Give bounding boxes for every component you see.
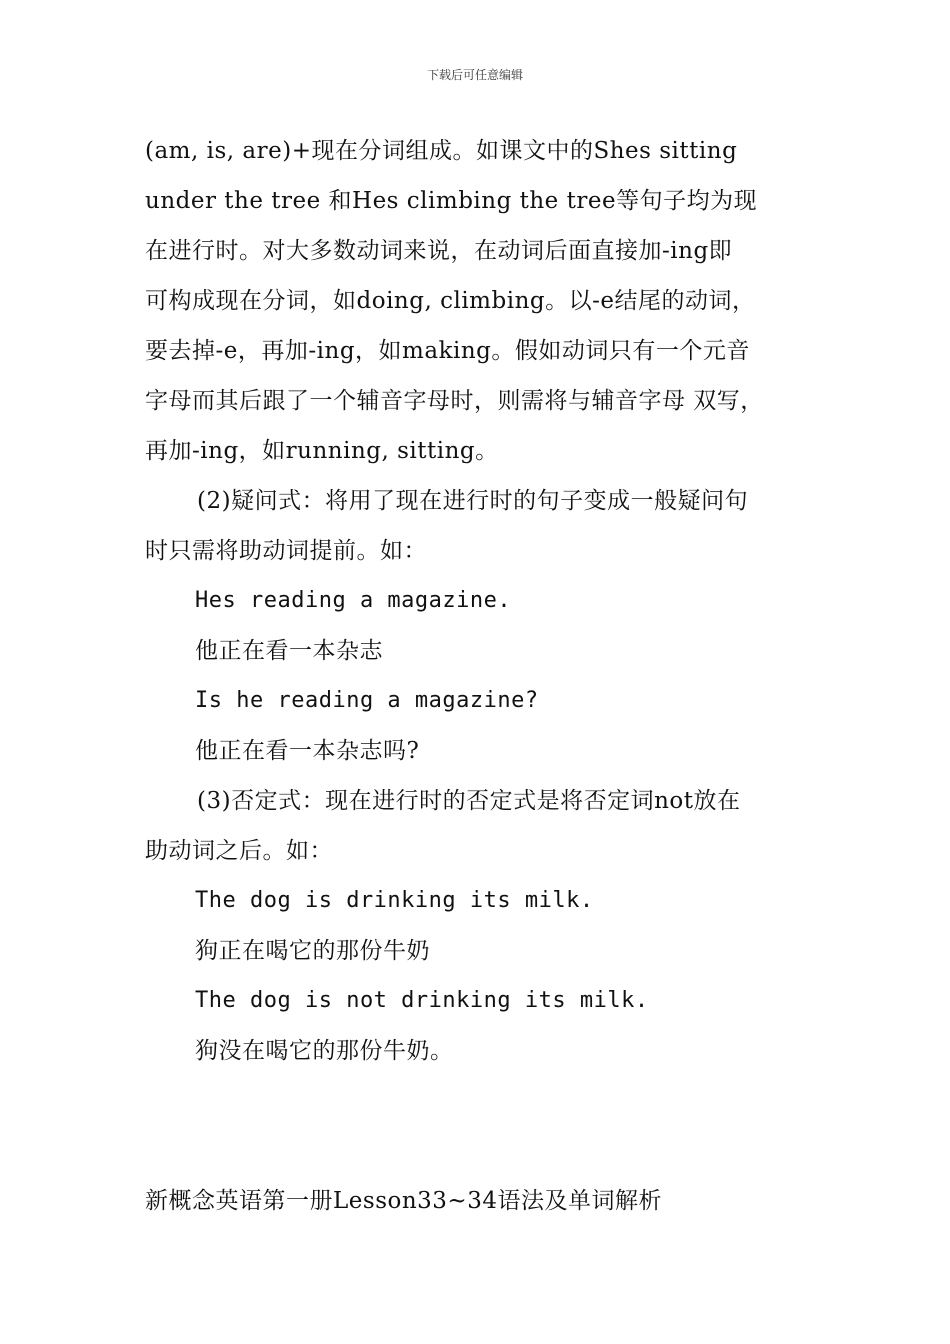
example-english: Is he reading a magazine? xyxy=(195,688,539,713)
paragraph-line: 再加-ing，如running, sitting。 xyxy=(145,438,499,464)
example-english: Hes reading a magazine. xyxy=(195,588,512,613)
section-heading-continuation: 助动词之后。如： xyxy=(145,838,333,864)
paragraph-line: 要去掉-e，再加-ing，如making。假如动词只有一个元音 xyxy=(145,338,750,364)
section-heading-negative: (3)否定式：现在进行时的否定式是将否定词not放在 xyxy=(197,788,741,814)
example-chinese: 狗正在喝它的那份牛奶 xyxy=(195,938,430,964)
paragraph-line: 字母而其后跟了一个辅音字母时，则需将与辅音字母 双写， xyxy=(145,388,764,414)
next-section-title: 新概念英语第一册Lesson33~34语法及单词解析 xyxy=(145,1188,662,1214)
page-header: 下载后可任意编辑 xyxy=(426,68,523,82)
paragraph-line: 可构成现在分词，如doing, climbing。以-e结尾的动词， xyxy=(145,288,756,314)
example-english: The dog is drinking its milk. xyxy=(195,888,594,913)
example-chinese: 他正在看一本杂志 xyxy=(195,638,383,664)
example-chinese: 他正在看一本杂志吗? xyxy=(195,738,420,764)
section-heading-interrogative: (2)疑问式：将用了现在进行时的句子变成一般疑问句 xyxy=(197,488,749,514)
example-english: The dog is not drinking its milk. xyxy=(195,988,649,1013)
section-heading-continuation: 时只需将助动词提前。如： xyxy=(145,538,427,564)
paragraph-line: (am, is, are)+现在分词组成。如课文中的Shes sitting xyxy=(145,138,738,164)
example-chinese: 狗没在喝它的那份牛奶。 xyxy=(195,1038,454,1064)
blank-space xyxy=(145,1078,825,1178)
paragraph-line: under the tree 和Hes climbing the tree等句子均为现 xyxy=(145,188,758,214)
paragraph-line: 在进行时。对大多数动词来说，在动词后面直接加-ing即 xyxy=(145,238,733,264)
document-body xyxy=(145,128,825,1228)
